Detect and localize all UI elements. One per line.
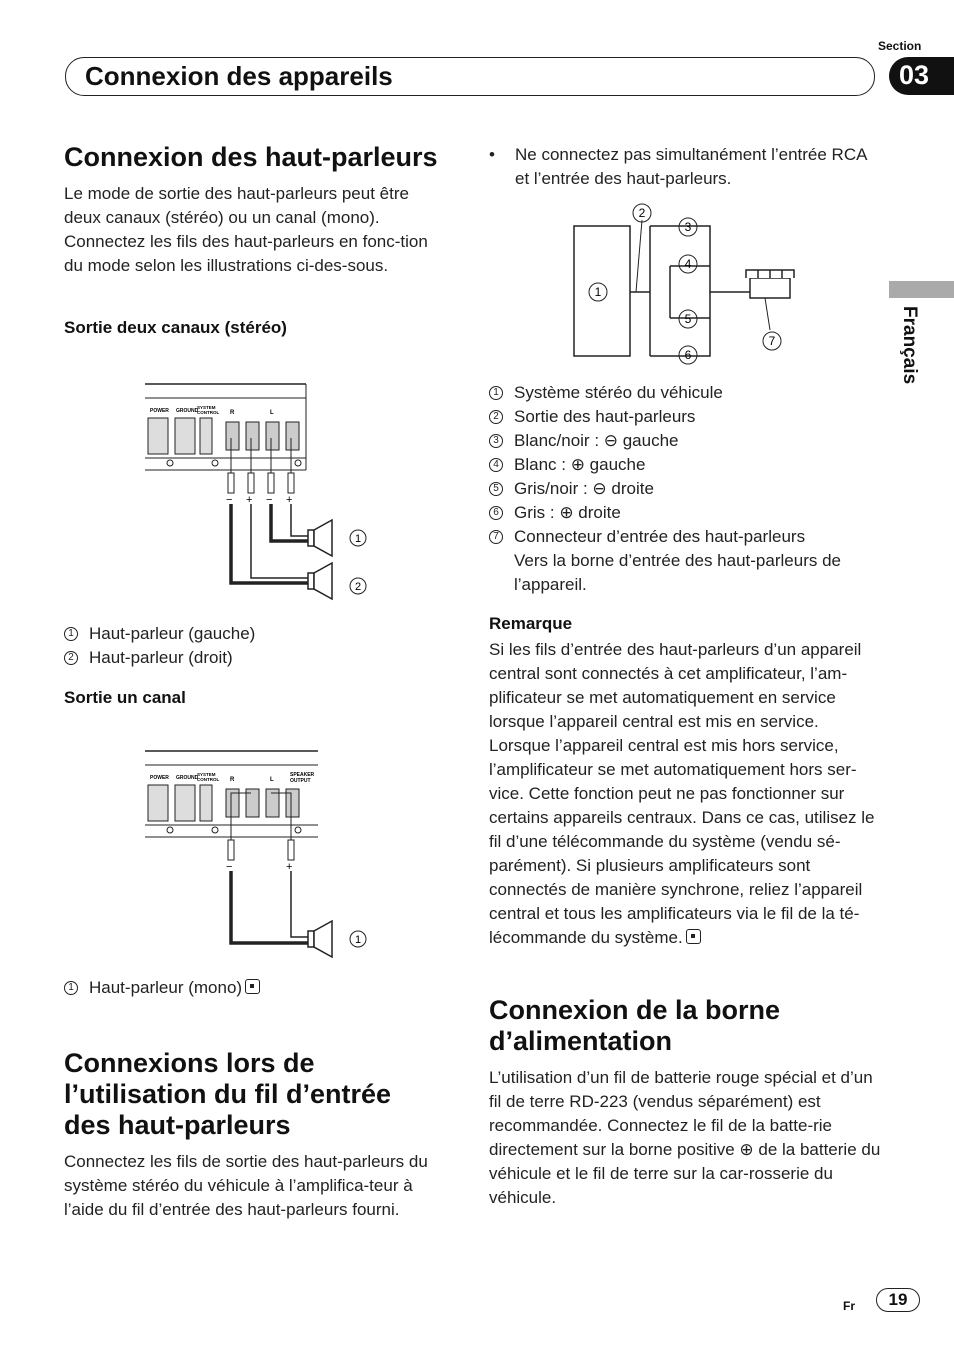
list-item: 4 Blanc : ⊕ gauche (489, 453, 879, 477)
label-l: L (270, 410, 274, 416)
label-ground: GROUND (176, 775, 199, 781)
heading-power: Connexion de la borne d’alimentation (489, 995, 781, 1056)
car-stereo-box (574, 226, 630, 356)
conn-callout-7 (763, 332, 781, 350)
stereo-wiring-diagram (140, 378, 380, 610)
conn-callout-5 (679, 310, 697, 328)
section-number: 03 (889, 57, 954, 95)
speaker-right-icon (308, 563, 332, 599)
heading-speaker-input: Connexions lors de l’utilisation du fil d’entrée des haut-parleurs (64, 1048, 392, 1140)
speaker-input-connector-icon (746, 270, 794, 298)
svg-text:2: 2 (638, 206, 646, 220)
list-item: 1 Système stéréo du véhicule (489, 381, 879, 405)
speaker-wires (228, 438, 308, 583)
stereo-legend (64, 622, 444, 670)
list-item: 2 Haut-parleur (droit) (64, 646, 444, 670)
polarity-marks (226, 494, 292, 506)
connection-legend (489, 381, 879, 597)
leader-2 (636, 220, 642, 292)
polarity-marks (226, 861, 292, 873)
conn-callout-1 (589, 283, 607, 301)
input-wires (630, 226, 750, 356)
power-paragraph: L’utilisation d’un fil de batterie rouge spécial et d’un fil de terre RD-223 (vendus séparément) est recommandée. Connectez le fil de la batte-rie directement sur la borne positive ⊕ de la batterie du véhicule et le fil de terre sur la car-rosserie du véhicule. (489, 1068, 881, 1207)
svg-text:+: + (286, 494, 293, 506)
speaker-left-icon (308, 520, 332, 556)
speakers-paragraph: Le mode de sortie des haut-parleurs peut être deux canaux (stéréo) ou un canal (mono). Connectez les fils des haut-parleurs en fonc-tion du mode selon les illustrations ci-des-sous. (64, 184, 428, 275)
label-power: POWER (150, 408, 169, 414)
stereo-callout-1 (350, 530, 366, 546)
svg-text:+: + (246, 494, 253, 506)
note-paragraph: Si les fils d’entrée des haut-parleurs d’un appareil central sont connectés à cet amplificateur, l’am-plificateur se met automatiquement en service lorsque l’appareil central est mis en service. Lorsque l’appareil central est mis hors service, l’amplificateur se met automatiquement hors ser-vice. Cette fonction peut ne pas fonctionner sur certains appareils centraux. Dans ce cas, utilisez le fil d’une télécommande du système (vendu sé-parément). Si plusieurs amplificateurs sont connectés de manière synchrone, reliez l’appareil central et tous les amplificateurs via le fil de la té-lécommande du système. (489, 640, 875, 947)
svg-text:1: 1 (594, 285, 602, 299)
heading-speakers: Connexion des haut-parleurs (64, 142, 438, 172)
svg-text:+: + (286, 861, 293, 873)
conn-callout-6 (679, 346, 697, 364)
svg-text:2: 2 (354, 581, 362, 593)
warning-bullet: • Ne connectez pas simultanément l’entrée RCA et l’entrée des haut-parleurs. (489, 145, 867, 188)
heading-mono: Sortie un canal (64, 688, 186, 707)
svg-text:1: 1 (354, 533, 362, 545)
amplifier-panel (145, 384, 306, 470)
conn-callout-4 (679, 255, 697, 273)
header-title: Connexion des appareils (85, 61, 393, 91)
page-language: Fr (843, 1299, 855, 1313)
label-l: L (270, 777, 274, 783)
list-item: 1 Haut-parleur (mono) (64, 976, 444, 1000)
label-control: CONTROL (197, 777, 220, 782)
svg-text:4: 4 (684, 257, 692, 271)
mono-callout-1 (350, 931, 366, 947)
label-speaker: SPEAKER (290, 772, 315, 778)
label-power: POWER (150, 775, 169, 781)
heading-stereo: Sortie deux canaux (stéréo) (64, 318, 287, 337)
label-r: R (230, 777, 235, 783)
speaker-input-diagram (570, 200, 800, 370)
list-item: 3 Blanc/noir : ⊖ gauche (489, 429, 879, 453)
svg-text:−: − (226, 494, 233, 506)
language-tab (889, 281, 954, 298)
list-item: 6 Gris : ⊕ droite (489, 501, 879, 525)
language-label: Français (899, 306, 920, 385)
stereo-callout-2 (350, 578, 366, 594)
svg-text:7: 7 (768, 334, 776, 348)
speaker-input-paragraph: Connectez les fils de sortie des haut-parleurs du système stéréo du véhicule à l’amplifica-teur à l’aide du fil d’entrée des haut-parleurs fourni. (64, 1152, 428, 1219)
speaker-mono-icon (308, 921, 332, 957)
svg-text:5: 5 (684, 312, 692, 326)
svg-text:−: − (226, 861, 233, 873)
list-item: 1 Haut-parleur (gauche) (64, 622, 444, 646)
label-control: CONTROL (197, 410, 220, 415)
leader-7 (765, 298, 770, 330)
label-r: R (230, 410, 235, 416)
svg-text:1: 1 (354, 934, 362, 946)
end-mark-icon (686, 929, 701, 944)
list-item: 5 Gris/noir : ⊖ droite (489, 477, 879, 501)
label-output: OUTPUT (290, 778, 311, 784)
conn-callout-2 (633, 204, 651, 222)
mono-legend (64, 976, 444, 1000)
bullet-icon: • (489, 145, 495, 164)
page-number: 19 (876, 1288, 920, 1312)
list-item: 2 Sortie des haut-parleurs (489, 405, 879, 429)
svg-text:6: 6 (684, 348, 692, 362)
section-label: Section (878, 39, 922, 53)
heading-note: Remarque (489, 614, 573, 633)
label-system: SYSTEM (197, 772, 216, 777)
svg-text:3: 3 (684, 220, 692, 234)
end-mark-icon (245, 979, 260, 994)
mono-wiring-diagram (140, 745, 380, 970)
label-system: SYSTEM (197, 405, 216, 410)
svg-text:−: − (266, 494, 273, 506)
label-ground: GROUND (176, 408, 199, 414)
list-item: 7 Connecteur d’entrée des haut-parleurs Vers la borne d’entrée des haut-parleurs de l’appareil. (489, 525, 879, 597)
conn-callout-3 (679, 218, 697, 236)
